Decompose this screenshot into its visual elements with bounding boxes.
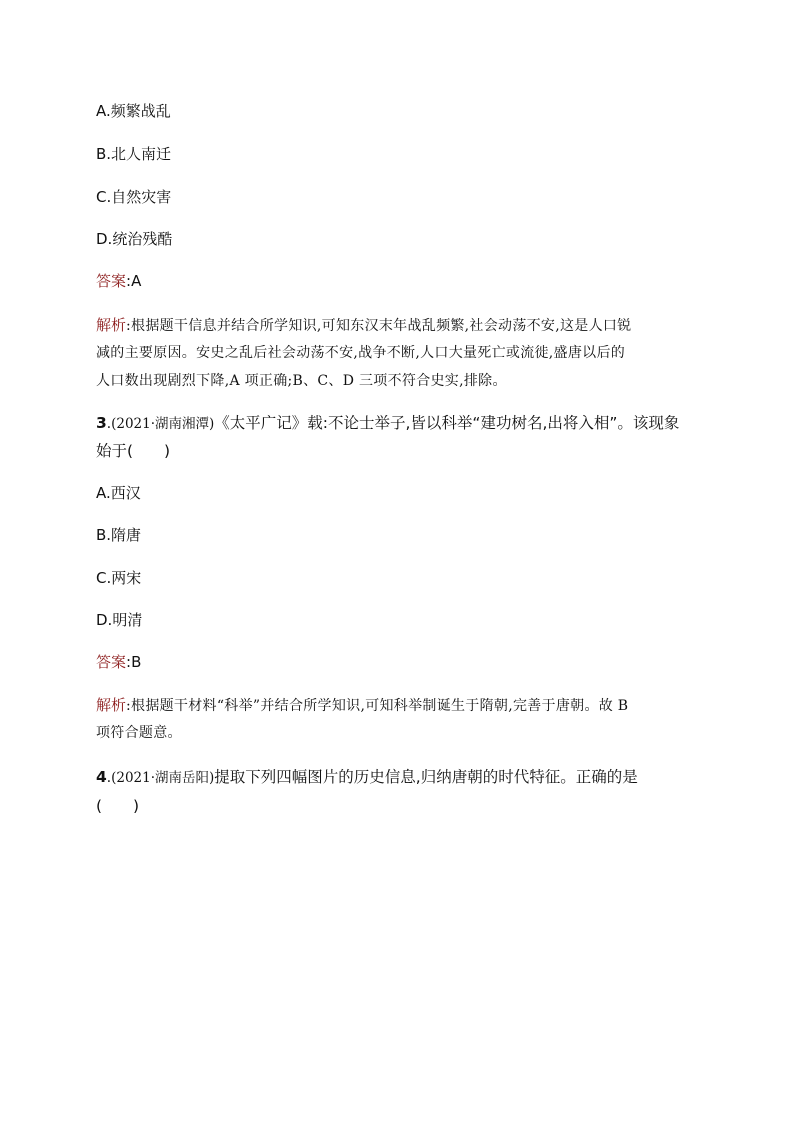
explanation-line-1	[96, 314, 631, 335]
explanation-line-2: 减的主要原因。安史之乱后社会动荡不安,战争不断,人口大量死亡或流徙,盛唐以后的	[96, 345, 626, 361]
option-b: B.隋唐	[96, 526, 142, 544]
question-3-line-1	[96, 411, 679, 433]
explanation-line-1	[96, 694, 628, 715]
question-text: 提取下列四幅图片的历史信息,归纳唐朝的时代特征。正确的是	[214, 768, 638, 786]
explanation-label: 解析	[96, 696, 127, 714]
question-3-line-2: 始于( )	[96, 442, 171, 460]
question-number: 3	[96, 414, 107, 432]
question-source: .(2021·湖南岳阳)	[106, 770, 215, 786]
question-4-line-2: ( )	[96, 797, 140, 815]
option-c: C.自然灾害	[96, 188, 172, 206]
answer-value: :B	[126, 653, 142, 671]
question-4-line-1	[96, 765, 638, 787]
answer-line	[96, 651, 141, 672]
explanation-text: :根据题干材料“科举”并结合所学知识,可知科举制诞生于隋朝,完善于唐朝。故 B	[126, 698, 629, 714]
question-text: 《太平广记》载:不论士举子,皆以科举“建功树名,出将入相”。该现象	[214, 414, 680, 432]
option-a: A.西汉	[96, 484, 141, 502]
answer-label: 答案	[96, 653, 127, 671]
answer-line	[96, 270, 141, 291]
option-d: D.统治残酷	[96, 230, 173, 248]
option-b: B.北人南迁	[96, 145, 172, 163]
explanation-label: 解析	[96, 316, 127, 334]
explanation-line-2: 项符合题意。	[96, 725, 182, 741]
question-number: 4	[96, 768, 107, 786]
explanation-line-3: 人口数出现剧烈下降,A 项正确;B、C、D 三项不符合史实,排除。	[96, 373, 507, 389]
explanation-text: :根据题干信息并结合所学知识,可知东汉末年战乱频繁,社会动荡不安,这是人口锐	[126, 318, 632, 334]
question-source: .(2021·湖南湘潭)	[106, 416, 215, 432]
option-d: D.明清	[96, 611, 143, 629]
answer-value: :A	[126, 272, 142, 290]
option-c: C.两宋	[96, 569, 142, 587]
answer-label: 答案	[96, 272, 127, 290]
option-a: A.频繁战乱	[96, 102, 171, 120]
